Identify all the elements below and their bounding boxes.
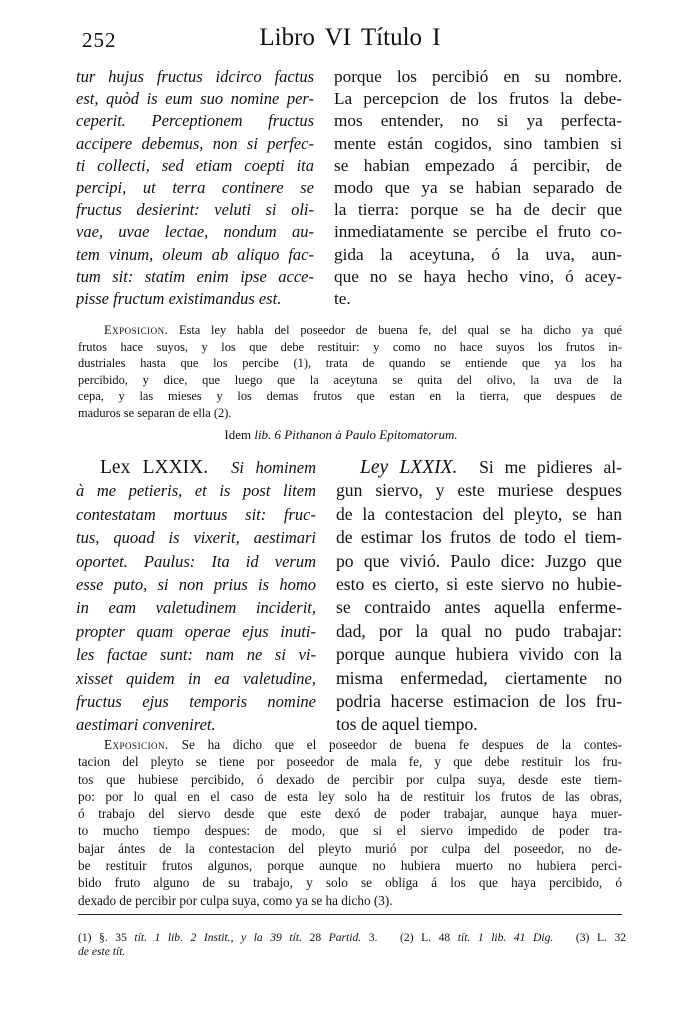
latin-line: accipere debemus, non si perfec- (76, 133, 314, 153)
footnote-3-marker: (3) L. 32 (575, 931, 626, 944)
latin-line: aestimari conveniret. (76, 715, 216, 735)
latin-line: tum sit: statim enim ipse acce- (76, 266, 314, 286)
latin-line: fructus ejus temporis nomine (76, 692, 316, 712)
page-number: 252 (82, 28, 117, 52)
latin-line: les factae sunt: nam ne si vi- (76, 645, 316, 665)
exposicion-line (78, 736, 622, 753)
latin-line: in eam valetudinem inciderit, (76, 598, 316, 618)
spanish-line: se habian empezado á percibir, de (334, 155, 622, 175)
exposicion-line: ó trabajo del siervo desde que este dexó de poder trabajar, aunque haya muer- (78, 806, 622, 822)
exposicion-line: maduros se separan de ella (2). (78, 405, 232, 420)
ley-heading: Ley LXXIX. (360, 457, 458, 478)
exposicion-line: tacion del pleyto se tiene por poseedor de mala fe, y que debe restituir los fru- (78, 754, 622, 770)
footnote-1-tit: tít. (289, 931, 302, 944)
running-title: Libro VI Título I (259, 24, 441, 51)
source-reference: lib. 6 Pithanon à Paulo Epitomatorum. (254, 427, 458, 442)
latin-line: percipi, ut terra continere se (76, 178, 314, 198)
spanish-line: podria hacerse estimacion de los fru- (336, 691, 622, 712)
footnote-line (78, 931, 626, 945)
footnote-3-ref: de este tít. (78, 945, 126, 958)
spanish-text: Si me pidieres al- (479, 457, 622, 477)
spanish-line: inmediatamente se percibe el fruto co- (334, 222, 622, 242)
footnote-1-end: 3. (368, 931, 378, 944)
spanish-line: gida la aceytuna, ó la uva, aun- (334, 244, 622, 264)
latin-line: tur hujus fructus idcirco factus (76, 67, 314, 86)
latin-line: propter quam operae ejus inuti- (76, 621, 316, 641)
footnote-2-ref: tít. 1 lib. 41 Dig. (457, 931, 554, 944)
latin-line: contestatam mortuus sit: fruc- (76, 504, 316, 524)
footnote-1-partid: Partid. (328, 931, 362, 944)
exposicion-line: percibido, y dice, que luego que la aceytuna se quita del olivo, la uva de la (78, 372, 622, 387)
spanish-line: tos de aquel tiempo. (336, 714, 478, 735)
exposicion-line: be restituir frutos algunos, porque aunque no hubiera muerto no hubiera perci- (78, 858, 622, 874)
spanish-line: La percepcion de los frutos la debe- (334, 89, 622, 109)
latin-line: xisset quidem in ea valetudine, (76, 668, 316, 688)
spanish-line: la tierra: porque se ha de decir que (334, 200, 622, 220)
exposicion-text: Se ha dicho que el poseedor de buena fe despues de la contes- (181, 737, 622, 752)
spanish-line: te. (334, 289, 351, 309)
latin-line: oportet. Paulus: Ita id verum (76, 551, 316, 571)
page-header (78, 18, 622, 52)
exposicion-line: bido fruto alguno de su trabajo, y solo se obliga á los que haya percibido, ó (78, 875, 622, 891)
footnote-rule (78, 914, 622, 915)
exposicion-line: cepa, y las mieses y los demas frutos que estan en la tierra, que despues de (78, 389, 622, 404)
exposicion-line: dexado de percibir por culpa suya, como ya se ha dicho (3). (78, 892, 393, 908)
spanish-line: mente están cogidos, sino tambien si (334, 133, 622, 153)
latin-line: est, quòd is eum suo nomine per- (76, 89, 314, 109)
exposicion-line: bajar ántes de la contestacion del pleyto murió por culpa del poseedor, no de- (78, 840, 622, 856)
footnote-1-conj: , y la 39 (230, 931, 282, 944)
spanish-line: porque aunque hubiera vivido con la (336, 644, 622, 665)
footnotes (78, 931, 626, 959)
exposicion-paragraph-2 (78, 736, 622, 909)
spanish-line: mos entender, no si ya perfecta- (334, 111, 622, 131)
footnote-1-marker: (1) §. 35 (78, 931, 127, 944)
exposicion-line: to mucho tiempo despues: de modo, que si el siervo impedido de poder tra- (78, 823, 622, 839)
footnote-1-num: 28 (309, 931, 322, 944)
latin-text: Si hominem (231, 458, 316, 477)
latin-line: ti collecti, sed etiam coepti ita (76, 155, 314, 175)
exposicion-line: po: por lo qual en el caso de esta ley solo ha de restituir los frutos de las obras, (78, 788, 622, 804)
spanish-column-law-78-continued (334, 66, 622, 310)
latin-line (76, 456, 316, 479)
exposicion-label: Exposicion. (104, 323, 169, 337)
footnote-2-marker: (2) L. 48 (400, 931, 451, 944)
latin-line: à me petieris, et is post litem (76, 481, 316, 501)
spanish-line: de estimar los frutos de todo el tiem- (336, 527, 622, 548)
spanish-line: esto es cierto, si este siervo no hubie- (336, 574, 622, 595)
exposicion-line (78, 322, 622, 339)
spanish-line: de la contestacion del pleyto, se han (336, 503, 622, 524)
latin-line: vae, uvae lectae, nondum au- (76, 222, 314, 242)
latin-line: tem vinum, oleum ab aliquo fac- (76, 244, 314, 264)
source-citation (0, 427, 682, 443)
footnote-1-ref: tít. 1 lib. 2 Instit. (134, 931, 231, 944)
spanish-line (336, 456, 622, 479)
spanish-line: se contraido antes aquella enferme- (336, 597, 622, 618)
latin-line: fructus desierint: veluti si oli- (76, 200, 314, 220)
exposicion-line: tos que hubiese percibido, ó dexado de percibir por culpa suya, desde este tiem- (78, 771, 622, 787)
latin-line: pisse fructum existimandus est. (76, 289, 282, 309)
spanish-line: po que vivió. Paulo dice: Juzgo que (336, 550, 622, 571)
spanish-line: dad, por la qual no pudo trabajar: (336, 620, 622, 641)
spanish-line: porque los percibió en su nombre. (334, 67, 622, 86)
spanish-line: que no se haya hecho vino, ó acey- (334, 266, 622, 286)
latin-line: tus, quoad is vixerit, aestimari (76, 528, 316, 548)
latin-column-law-78-continued (76, 66, 314, 310)
latin-line: ceperit. Perceptionem fructus (76, 111, 314, 131)
exposicion-text: Esta ley habla del poseedor de buena fe, del qual se ha dicho ya qué (178, 323, 622, 337)
latin-line: esse puto, si non prius is homo (76, 575, 316, 595)
exposicion-line: frutos hace suyos, y los que debe restituir: y como no hace suyos los frutos in- (78, 339, 622, 354)
source-idem: Idem (224, 427, 252, 442)
spanish-line: gun siervo, y este muriese despues (336, 480, 622, 501)
spanish-column-law-79 (336, 456, 622, 737)
exposicion-line: dustriales hasta que los percibe (1), trata de quando se entiende que ya los ha (78, 356, 622, 371)
lex-heading: Lex LXXIX. (100, 457, 209, 478)
spanish-line: misma enfermedad, ciertamente no (336, 667, 622, 688)
spanish-line: modo que ya se habian separado de (334, 178, 622, 198)
exposicion-paragraph-1 (78, 322, 622, 422)
footnote-line (78, 945, 626, 959)
exposicion-label: Exposicion. (104, 737, 169, 752)
latin-column-law-79 (76, 456, 316, 737)
